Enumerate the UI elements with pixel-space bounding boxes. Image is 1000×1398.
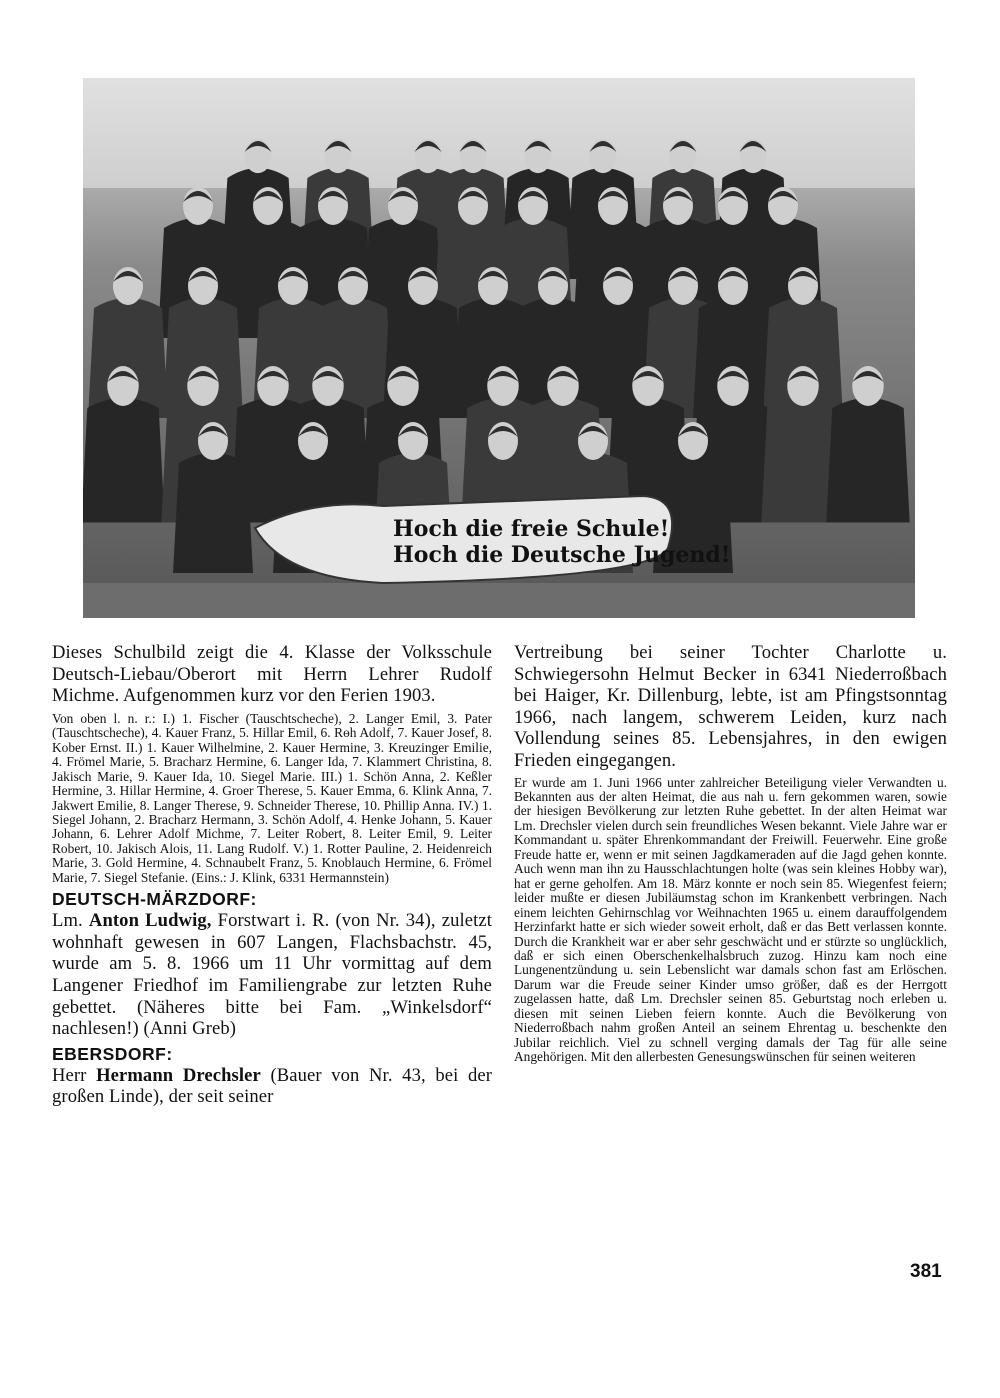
article-drechsler-details: Er wurde am 1. Juni 1966 unter zahlreicher Beteiligung vieler Verwandten u. Bekannten aus der alten Heimat, die aus nah u. fern gekommen waren, sowie der hiesigen Bevölkerung zur letzten Ruhe gebettet. In der alten Heimat war Lm. Drechsler vielen durch sein freundliches Wesen bekannt. Viele Jahre war er Kommandant u. später Ehrenkommandant der Freiwill. Feuerwehr. Eine große Freude hatte er, wenn er mit seinen Jagdkameraden auf die Jagd gehen konnte. Auch wenn man ihn zu Hausschlachtungen holte (was sein kleines Hobby war), hat er gerne geholfen. Am 18. März konnte er noch sein 85. Wiegenfest feiern; leider mußte er diesen Jubiläumstag schon im Krankenbett verbringen. Nach einem leichten Gehirnschlag vor Weihnachten 1965 u. einem darauffolgendem Herzinfarkt hatte er sich wieder soweit erholt, daß er das Bett verlassen konnte. Durch die Krankheit war er aber sehr geschwächt und er stürzte so unglücklich, daß er sich einen Oberschenkelhalsbruch zuzog. Hinzu kam noch eine Lungenentzündung u. sein Lebenslicht war damals schon fast am Erlöschen. Darum war die Freude seiner Kinder umso größer, daß es der Herrgott zugelassen hatte, daß Lm. Drechsler seinen 85. Geburtstag noch erleben u. diesen mit seinen Lieben feiern konnte. Auch die Bevölkerung von Niederroßbach nahm großen Anteil an seinem Ehrentag u. beschenkte den Jubilar reichlich. Viel zu schnell verging damals der Tag für alle seine Angehörigen. Mit den allerbesten Genesungswünschen für seinen weiteren xyxy=(514,774,947,1065)
page-number: 381 xyxy=(910,1261,942,1282)
article-drechsler-start xyxy=(52,1065,492,1108)
heading-ebersdorf: EBERSDORF: xyxy=(52,1043,173,1064)
article-ludwig-prefix: Lm. xyxy=(52,910,83,932)
article-ludwig xyxy=(52,910,492,1040)
photo-caption: Dieses Schulbild zeigt die 4. Klasse der Volksschule Deutsch-Liebau/Oberort mit Herrn Lehrer Rudolf Michme. Aufgenommen kurz vor den Ferien 1903. xyxy=(52,642,492,707)
article-drechsler-prefix: Herr xyxy=(52,1064,87,1086)
article-drechsler-continued: Vertreibung bei seiner Tochter Charlotte u. Schwiegersohn Helmut Becker in 6341 Niederroßbach bei Haiger, Kr. Dillenburg, lebte, ist am Pfingstsonntag 1966, nach langem, schwerem Leiden, kurz nach Vollendung seines 85. Lebensjahres, in den ewigen Frieden eingegangen. xyxy=(514,642,947,771)
heading-deutsch-maerzdorf: DEUTSCH-MÄRZDORF: xyxy=(52,889,257,910)
banner-line2: Hoch die Deutsche Jugend! xyxy=(393,542,731,568)
left-column xyxy=(52,642,492,1108)
article-ludwig-name: Anton Ludwig, xyxy=(88,910,212,932)
article-drechsler-name: Hermann Drechsler xyxy=(96,1064,261,1086)
banner-line1: Hoch die freie Schule! xyxy=(393,516,670,542)
right-column xyxy=(514,642,947,1065)
article-drechsler-text: (Bauer von Nr. 43, bei der großen Linde), der seit seiner xyxy=(52,1064,492,1108)
article-ludwig-text: Forstwart i. R. (von Nr. 34), zuletzt wohnhaft gewesen in 607 Langen, Flachsbachstr. 45, wurde am 5. 8. 1966 um 11 Uhr vormittag auf dem Langener Friedhof im Familiengrabe zur letzten Ruhe gebettet. (Näheres bitte bei Fam. „Winkelsdorf“ nachlesen!) (Anni Greb) xyxy=(52,910,492,1040)
name-list: Von oben l. n. r.: I.) 1. Fischer (Tauschtscheche), 2. Langer Emil, 3. Pater (Tauschtscheche), 4. Kauer Franz, 5. Hillar Emil, 6. Rѳh Adolf, 7. Kauer Josef, 8. Kober Ernst. II.) 1. Kauer Wilhelmine, 2. Kauer Hermine, 3. Kreuzinger Emilie, 4. Frömel Marie, 5. Bracharz Hermine, 6. Langer Ida, 7. Klammert Christina, 8. Jakisch Marie, 9. Kauer Ida, 10. Siegel Marie. III.) 1. Schön Anna, 2. Keßler Hermine, 3. Hillar Hermine, 4. Groer Therese, 5. Kauer Emma, 6. Klink Anna, 7. Jakwert Emilie, 8. Langer Therese, 9. Schneider Therese, 10. Phillip Anna. IV.) 1. Siegel Johann, 2. Bracharz Hermann, 3. Schön Adolf, 4. Henke Johann, 5. Kauer Johann, 6. Lehrer Adolf Michme, 7. Leiter Robert, 8. Leiter Emil, 9. Leiter Robert, 10. Jakisch Alois, 11. Lang Rudolf. V.) 1. Rotter Pauline, 2. Heidenreich Marie, 3. Gold Hermine, 4. Schnaubelt Franz, 5. Knoblauch Hermine, 6. Frömel Marie, 7. Siegel Stefanie. (Eins.: J. Klink, 6331 Hermannstein) xyxy=(52,710,492,885)
class-photo xyxy=(83,78,915,618)
